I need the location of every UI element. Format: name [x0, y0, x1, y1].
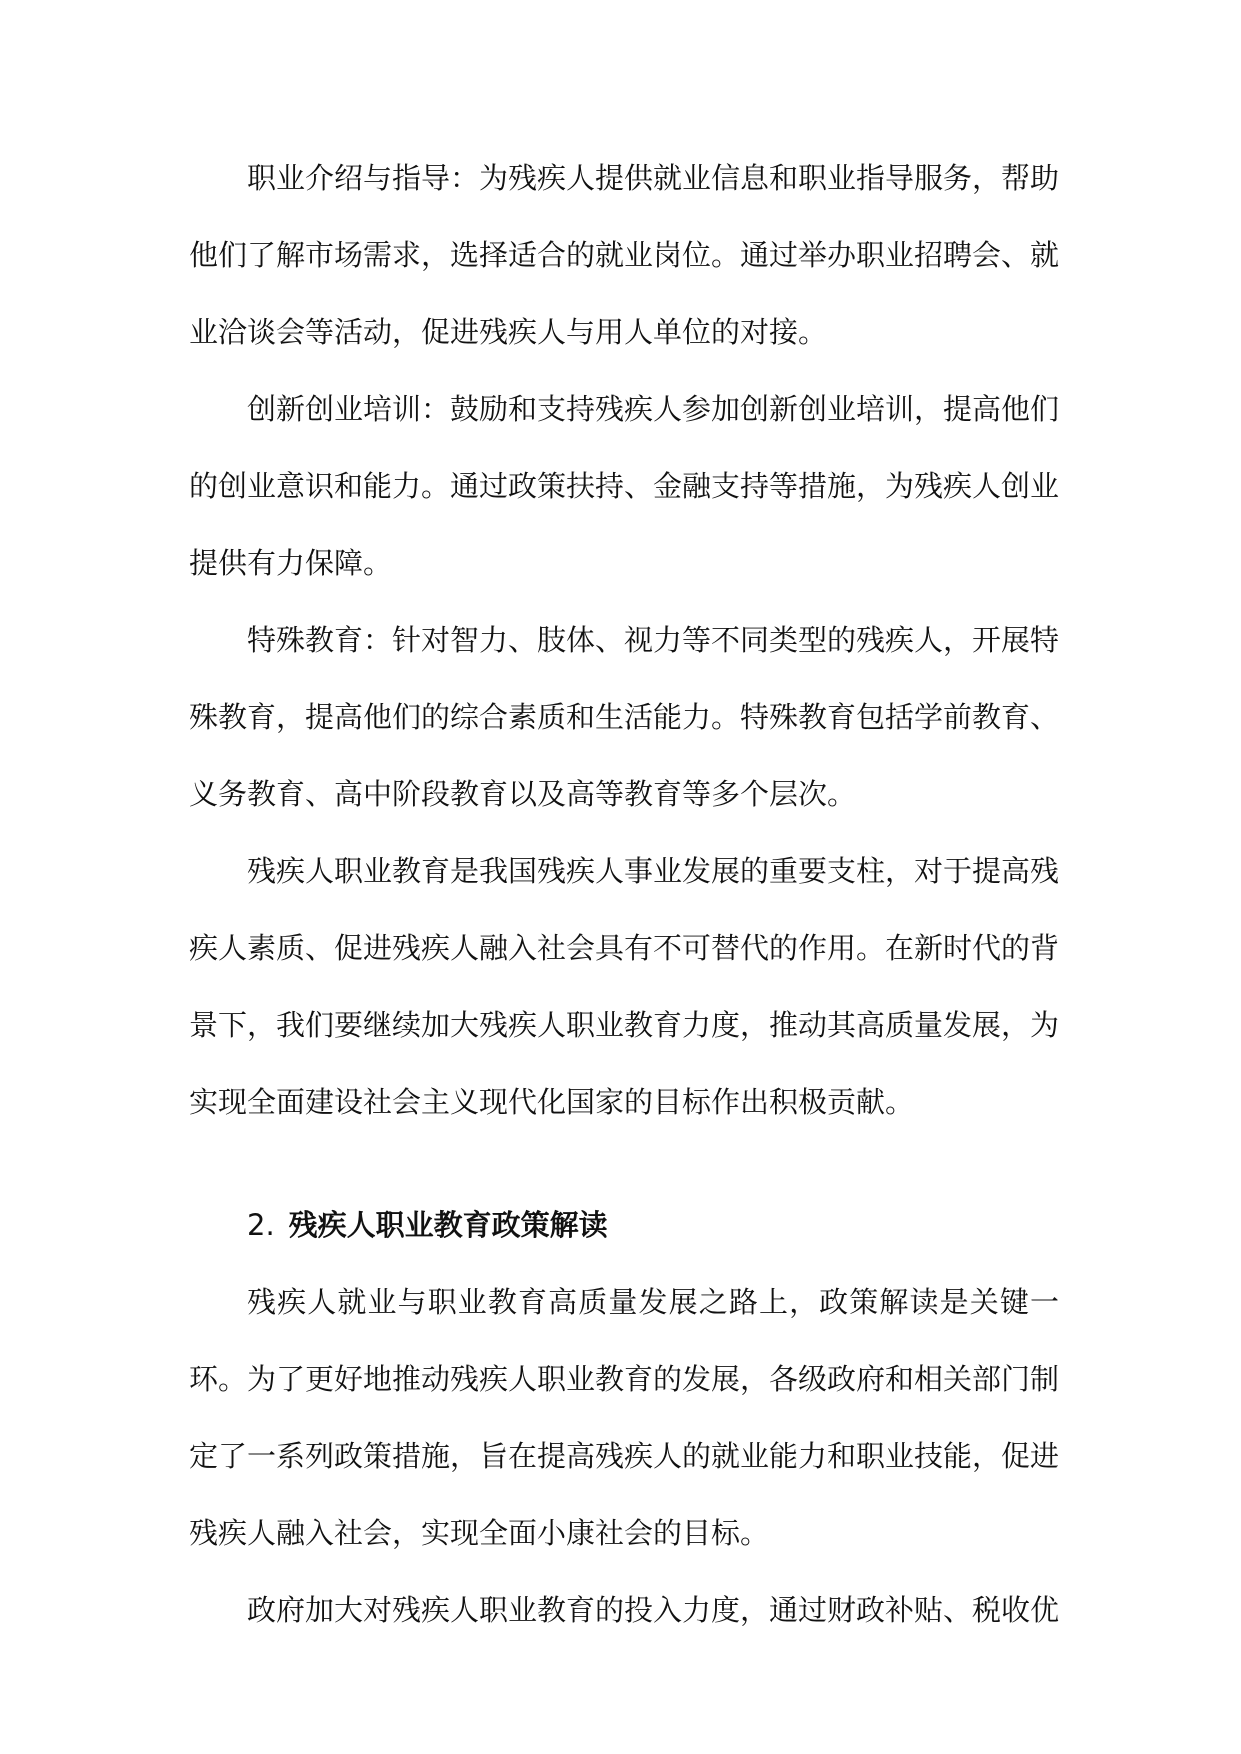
section-number: 2. [247, 1208, 275, 1242]
section-heading [189, 1187, 1059, 1264]
paragraph-policy-intro: 残疾人就业与职业教育高质量发展之路上，政策解读是关键一环。为了更好地推动残疾人职业教育的发展，各级政府和相关部门制定了一系列政策措施，旨在提高残疾人的就业能力和职业技能，促进残疾人融入社会，实现全面小康社会的目标。 [189, 1285, 1060, 1550]
section-title: 残疾人职业教育政策解读 [288, 1208, 608, 1242]
paragraph-career-guidance: 职业介绍与指导：为残疾人提供就业信息和职业指导服务，帮助他们了解市场需求，选择适合的就业岗位。通过举办职业招聘会、就业洽谈会等活动，促进残疾人与用人单位的对接。 [189, 161, 1060, 349]
paragraph-government-investment: 政府加大对残疾人职业教育的投入力度，通过财政补贴、税收优 [247, 1593, 1060, 1627]
document-body [189, 140, 1059, 1649]
paragraph-summary: 残疾人职业教育是我国残疾人事业发展的重要支柱，对于提高残疾人素质、促进残疾人融入社会具有不可替代的作用。在新时代的背景下，我们要继续加大残疾人职业教育力度，推动其高质量发展，为实现全面建设社会主义现代化国家的目标作出积极贡献。 [189, 854, 1060, 1119]
paragraph-special-education: 特殊教育：针对智力、肢体、视力等不同类型的残疾人，开展特殊教育，提高他们的综合素质和生活能力。特殊教育包括学前教育、义务教育、高中阶段教育以及高等教育等多个层次。 [189, 623, 1060, 811]
paragraph-entrepreneurship-training: 创新创业培训：鼓励和支持残疾人参加创新创业培训，提高他们的创业意识和能力。通过政策扶持、金融支持等措施，为残疾人创业提供有力保障。 [189, 392, 1060, 580]
